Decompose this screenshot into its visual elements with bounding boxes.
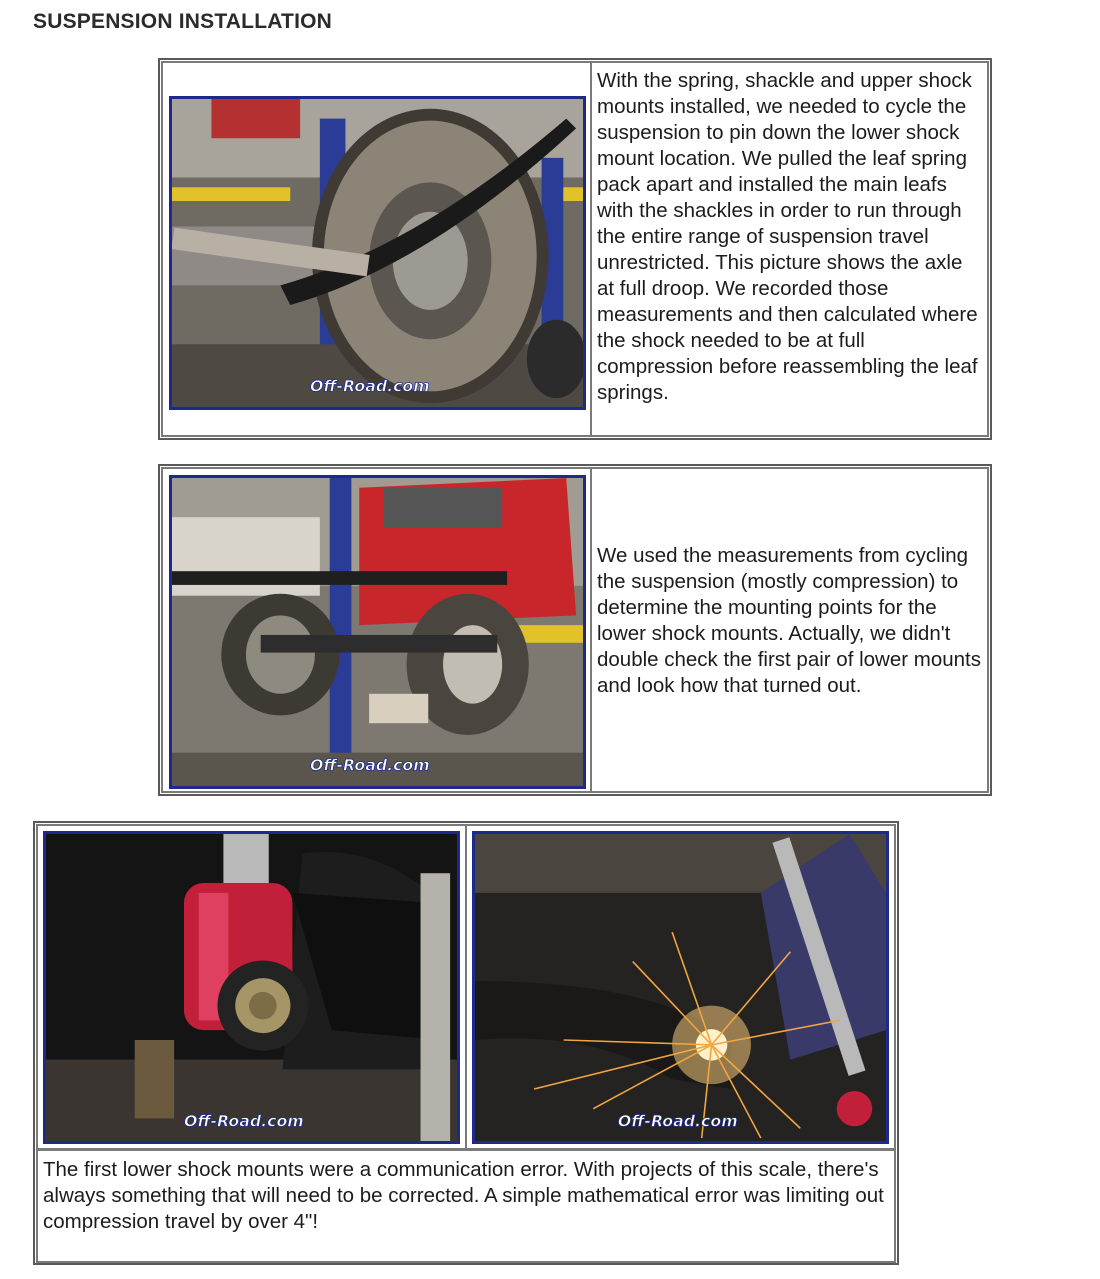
section-2-photo-watermark: Off-Road.com [309, 755, 430, 775]
section-1-text-cell [590, 61, 989, 437]
section-3-text-cell [36, 1149, 896, 1263]
section-2-table [158, 464, 992, 796]
section-3-photo-welding-sparks [472, 831, 889, 1144]
section-1-image-cell [161, 61, 592, 437]
section-1-caption: With the spring, shackle and upper shock mounts installed, we needed to cycle the suspension to pin down the lower shock mount location. We pulled the leaf spring pack apart and installed the main leafs with the shackles in order to run through the entire range of suspension travel unrestricted. This picture shows the axle at full droop. We recorded those measurements and then calculated where the shock needed to be at full compression before reassembling the leaf springs. [597, 69, 978, 404]
section-3-photo-lower-shock-mount [43, 831, 460, 1144]
section-2-photo-truck-on-lift [169, 475, 586, 789]
section-3-left-photo-watermark: Off-Road.com [183, 1111, 304, 1131]
section-2-image-cell [161, 467, 592, 793]
section-3-right-image-cell [465, 824, 896, 1150]
section-1-table [158, 58, 992, 440]
section-3-right-photo-watermark: Off-Road.com [617, 1111, 738, 1131]
page-title: SUSPENSION INSTALLATION [33, 10, 332, 33]
section-2-text-cell [590, 467, 989, 793]
section-3-left-image-cell [36, 824, 467, 1150]
section-1-photo-watermark: Off-Road.com [309, 376, 430, 396]
section-2-caption: We used the measurements from cycling the suspension (mostly compression) to determine the mounting points for the lower shock mounts. Actually, we didn't double check the first pair of lower mounts and look how that turned out. [597, 544, 981, 697]
section-3-table [33, 821, 899, 1265]
section-1-photo-axle-full-droop [169, 96, 586, 410]
section-3-caption: The first lower shock mounts were a communication error. With projects of this scale, there's always something that will need to be corrected. A simple mathematical error was limiting out compression travel by over 4"! [43, 1158, 884, 1233]
